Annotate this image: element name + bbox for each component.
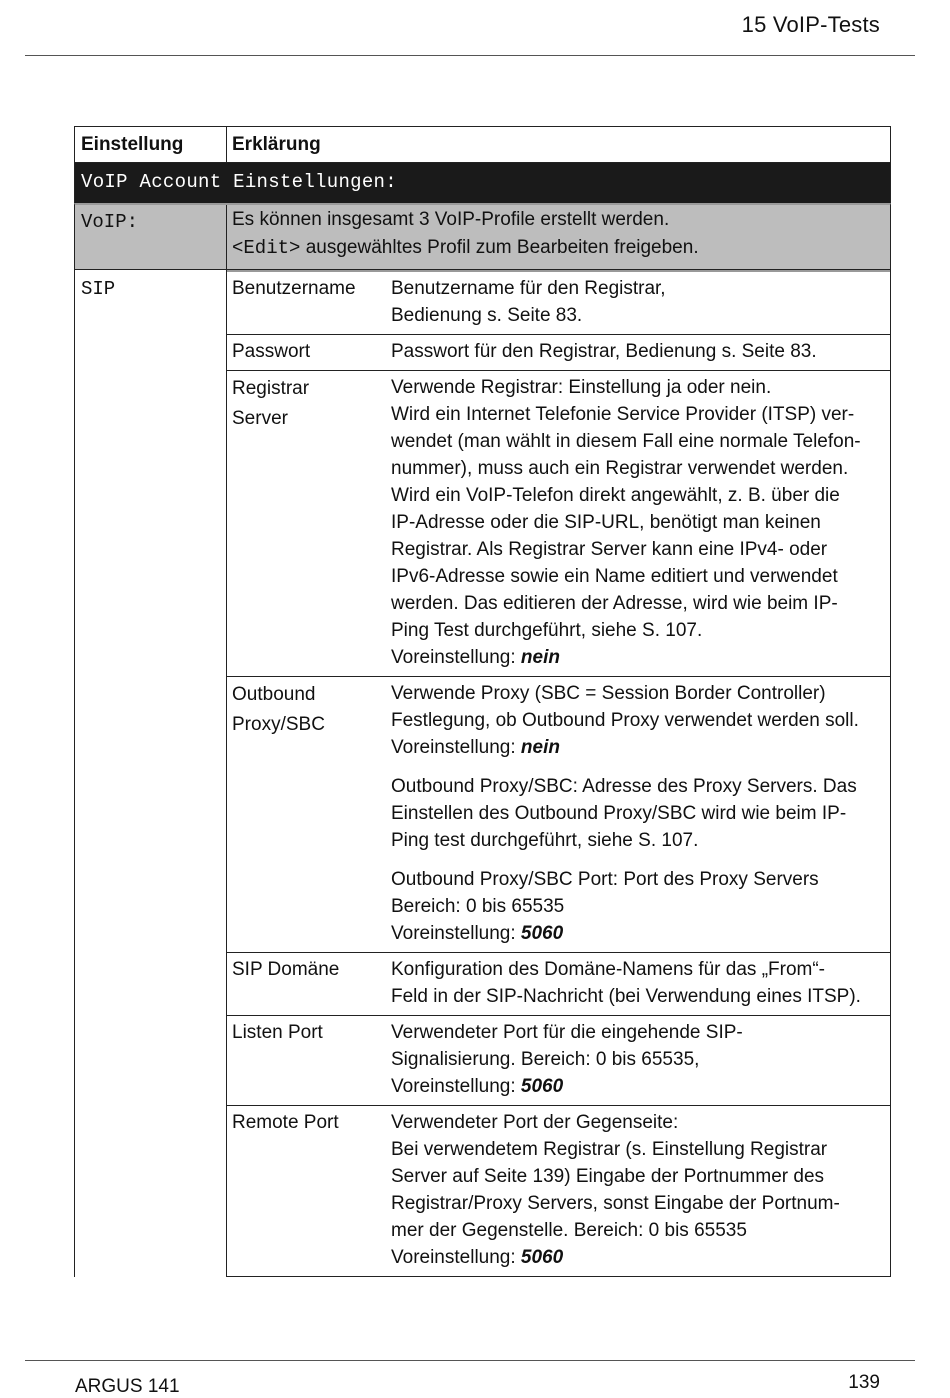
voip-explanation-line — [232, 234, 885, 262]
description-line: Bereich: 0 bis 65535 — [391, 896, 565, 917]
description-line: Feld in der SIP-Nachricht (bei Verwendung eines ITSP). — [391, 986, 861, 1007]
default-value: nein — [520, 737, 560, 758]
voip-explanation — [227, 205, 890, 269]
table-row — [227, 1016, 890, 1106]
description-line: werden. Das editieren der Adresse, wird wie beim IP- — [391, 593, 838, 614]
description-paragraph — [391, 374, 886, 671]
row-setting-name — [227, 1106, 387, 1276]
description-line: Outbound Proxy/SBC Port: Port des Proxy Servers — [391, 869, 819, 890]
description-paragraph — [391, 866, 886, 947]
voip-row — [74, 203, 891, 270]
header-divider — [25, 55, 915, 56]
description-paragraph — [391, 680, 886, 761]
row-setting-name — [227, 335, 387, 370]
description-line: Verwende Proxy (SBC = Session Border Controller) — [391, 683, 826, 704]
description-line: Wird ein Internet Telefonie Service Provider (ITSP) ver- — [391, 404, 855, 425]
default-value-line — [391, 644, 886, 671]
footer-divider — [25, 1360, 915, 1361]
row-setting-name — [227, 371, 387, 676]
table-row — [227, 335, 890, 371]
description-line: Bedienung s. Seite 83. — [391, 305, 583, 326]
default-value: 5060 — [520, 1076, 564, 1097]
description-paragraph — [391, 338, 886, 365]
table-header-row — [74, 126, 891, 163]
description-line: Verwende Registrar: Einstellung ja oder nein. — [391, 377, 772, 398]
row-setting-name-line: SIP Domäne — [232, 959, 340, 980]
description-line: wendet (man wählt in diesem Fall eine normale Telefon- — [391, 431, 861, 452]
description-paragraph — [391, 275, 886, 329]
description-line: IP-Adresse oder die SIP-URL, benötigt man keinen — [391, 512, 821, 533]
description-line: Festlegung, ob Outbound Proxy verwendet werden soll. — [391, 710, 859, 731]
row-description — [387, 335, 890, 370]
row-setting-name — [227, 953, 387, 1015]
sip-label: SIP — [74, 270, 226, 1277]
description-line: mer der Gegenstelle. Bereich: 0 bis 65535 — [391, 1220, 747, 1241]
row-description — [387, 1016, 890, 1105]
row-setting-name-line: Proxy/SBC — [232, 714, 325, 735]
table-row — [227, 953, 890, 1016]
sip-block — [74, 270, 891, 1277]
column-header-explanation: Erklärung — [232, 134, 321, 155]
default-label: Voreinstellung: — [391, 923, 521, 944]
description-line: Passwort für den Registrar, Bedienung s. Seite 83. — [391, 341, 817, 362]
table-row — [227, 1106, 890, 1277]
sip-sub-rows — [226, 270, 891, 1277]
description-paragraph — [391, 956, 886, 1010]
row-description — [387, 677, 890, 952]
row-setting-name-line: Listen Port — [232, 1022, 323, 1043]
row-setting-name-line: Server — [232, 408, 288, 429]
description-line: Einstellen des Outbound Proxy/SBC wird wie beim IP- — [391, 803, 847, 824]
description-line: Ping test durchgeführt, siehe S. 107. — [391, 830, 699, 851]
description-line: Verwendeter Port der Gegenseite: — [391, 1112, 679, 1133]
row-setting-name-line: Registrar — [232, 378, 310, 399]
default-label: Voreinstellung: — [391, 1076, 521, 1097]
footer-product-name: ARGUS 141 — [75, 1376, 180, 1397]
description-line: Konfiguration des Domäne-Namens für das „From“- — [391, 959, 826, 980]
row-setting-name — [227, 1016, 387, 1105]
default-value-line — [391, 734, 886, 761]
voip-label: VoIP: — [75, 205, 227, 269]
table-row — [227, 371, 890, 677]
row-setting-name-line: Passwort — [232, 341, 311, 362]
default-label: Voreinstellung: — [391, 737, 521, 758]
description-paragraph — [391, 1109, 886, 1271]
row-setting-name-line: Outbound — [232, 684, 316, 705]
description-line: Outbound Proxy/SBC: Adresse des Proxy Servers. Das — [391, 776, 857, 797]
description-line: Ping Test durchgeführt, siehe S. 107. — [391, 620, 703, 641]
description-line: Benutzername für den Registrar, — [391, 278, 666, 299]
running-header-title: 15 VoIP-Tests — [741, 12, 880, 37]
row-description — [387, 272, 890, 334]
default-value-line — [391, 1244, 886, 1271]
row-setting-name-line: Benutzername — [232, 278, 356, 299]
description-line: Registrar. Als Registrar Server kann eine IPv4- oder — [391, 539, 828, 560]
default-label: Voreinstellung: — [391, 1247, 521, 1268]
default-value-line — [391, 920, 886, 947]
description-line: Signalisierung. Bereich: 0 bis 65535, — [391, 1049, 700, 1070]
description-line: Verwendeter Port für die eingehende SIP- — [391, 1022, 743, 1043]
voip-explanation-line: Es können insgesamt 3 VoIP-Profile erstellt werden. — [232, 209, 670, 230]
row-description — [387, 371, 890, 676]
default-value: nein — [520, 647, 560, 668]
row-setting-name — [227, 677, 387, 952]
description-line: nummer), muss auch ein Registrar verwendet werden. — [391, 458, 849, 479]
row-setting-name — [227, 272, 387, 334]
settings-table — [74, 126, 891, 1277]
edit-key-description: ausgewähltes Profil zum Bearbeiten freigeben. — [300, 237, 699, 258]
description-line: Server auf Seite 139) Eingabe der Portnummer des — [391, 1166, 825, 1187]
section-title-voip-account: VoIP Account Einstellungen: — [74, 163, 891, 203]
row-description — [387, 1106, 890, 1276]
description-line: IPv6-Adresse sowie ein Name editiert und verwendet — [391, 566, 838, 587]
description-paragraph — [391, 1019, 886, 1100]
default-value-line — [391, 1073, 886, 1100]
description-paragraph — [391, 773, 886, 854]
default-label: Voreinstellung: — [391, 647, 521, 668]
table-row — [227, 677, 890, 953]
table-row — [227, 270, 890, 335]
row-setting-name-line: Remote Port — [232, 1112, 339, 1133]
default-value: 5060 — [520, 923, 564, 944]
description-line: Wird ein VoIP-Telefon direkt angewählt, z. B. über die — [391, 485, 840, 506]
edit-key: <Edit> — [232, 237, 301, 259]
description-line: Bei verwendetem Registrar (s. Einstellung Registrar — [391, 1139, 828, 1160]
default-value: 5060 — [520, 1247, 564, 1268]
row-description — [387, 953, 890, 1015]
description-line: Registrar/Proxy Servers, sonst Eingabe der Portnum- — [391, 1193, 840, 1214]
column-header-setting: Einstellung — [75, 127, 227, 162]
page-number: 139 — [848, 1372, 880, 1393]
